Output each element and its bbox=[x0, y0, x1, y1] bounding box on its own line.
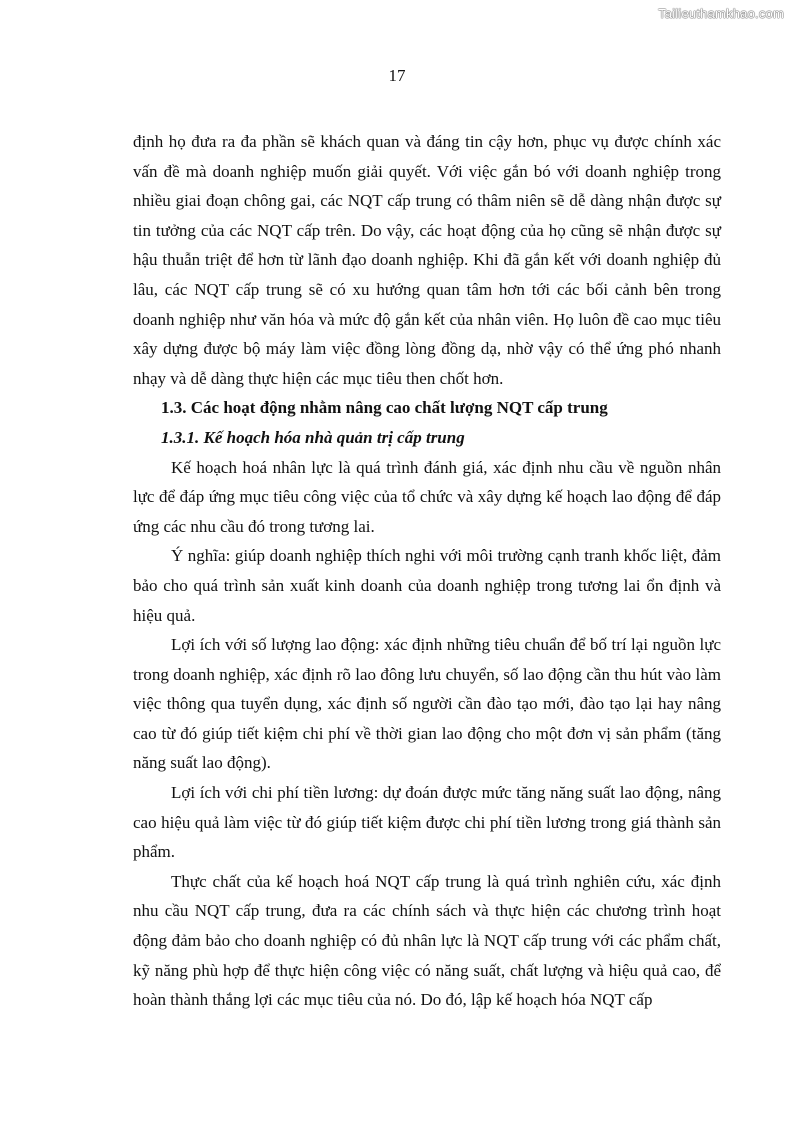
page-number: 17 bbox=[388, 66, 406, 85]
paragraph-1: định họ đưa ra đa phần sẽ khách quan và đáng tin cậy hơn, phục vụ được chính xác vấn đề mà doanh nghiệp muốn giải quyết. Với việc gắn bó với doanh nghiệp trong nhiều giai đoạn chông gai, các NQT cấp trung có thâm niên sẽ dễ dàng nhận được sự tin tưởng của các NQT cấp trên. Do vậy, các hoạt động của họ cũng sẽ nhận được sự hậu thuẫn triệt để hơn từ lãnh đạo doanh nghiệp. Khi đã gắn kết với doanh nghiệp đủ lâu, các NQT cấp trung sẽ có xu hướng quan tâm hơn tới các bối cảnh bên trong doanh nghiệp như văn hóa và mức độ gắn kết của nhân viên. Họ luôn đề cao mục tiêu xây dựng được bộ máy làm việc đồng lòng đồng dạ, nhờ vậy có thể ứng phó nhanh nhạy và dễ dàng thực hiện các mục tiêu then chốt hơn. bbox=[133, 132, 721, 388]
paragraph-5: Lợi ích với chi phí tiền lương: dự đoán được mức tăng năng suất lao động, nâng cao hiệu quả làm việc từ đó giúp tiết kiệm được chi phí tiền lương trong giá thành sản phẩm. bbox=[133, 783, 721, 862]
paragraph-6: Thực chất của kế hoạch hoá NQT cấp trung là quá trình nghiên cứu, xác định nhu cầu NQT cấp trung, đưa ra các chính sách và thực hiện các chương trình hoạt động đảm bảo cho doanh nghiệp có đủ nhân lực là NQT cấp trung với các phẩm chất, kỹ năng phù hợp để thực hiện công việc có năng suất, chất lượng và hiệu quả cao, để hoàn thành thắng lợi các mục tiêu của nó. Do đó, lập kế hoạch hóa NQT cấp bbox=[133, 871, 721, 1010]
paragraph-4: Lợi ích với số lượng lao động: xác định những tiêu chuẩn để bố trí lại nguồn lực trong doanh nghiệp, xác định rõ lao đông lưu chuyển, số lao động cần thu hút vào làm việc thông qua tuyển dụng, xác định số người cần đào tạo mới, đào tạo lại hay nâng cao từ đó giúp tiết kiệm chi phí về thời gian lao động cho một đơn vị sản phẩm (tăng năng suất lao động). bbox=[133, 635, 721, 773]
paragraph-3: Ý nghĩa: giúp doanh nghiệp thích nghi với môi trường cạnh tranh khốc liệt, đảm bảo cho quá trình sản xuất kinh doanh của doanh nghiệp trong tương lai ổn định và hiệu quả. bbox=[133, 546, 721, 625]
document-body bbox=[133, 127, 721, 1015]
watermark-text: Tailieuthamkhao.com bbox=[658, 6, 784, 21]
section-heading-1-3: 1.3. Các hoạt động nhằm nâng cao chất lượng NQT cấp trung bbox=[161, 398, 608, 418]
subsection-heading-1-3-1: 1.3.1. Kế hoạch hóa nhà quản trị cấp trung bbox=[161, 427, 465, 447]
paragraph-2: Kế hoạch hoá nhân lực là quá trình đánh giá, xác định nhu cầu về nguồn nhân lực để đáp ứng mục tiêu công việc của tổ chức và xây dựng kế hoạch lao động để đáp ứng các nhu cầu đó trong tương lai. bbox=[133, 457, 721, 536]
